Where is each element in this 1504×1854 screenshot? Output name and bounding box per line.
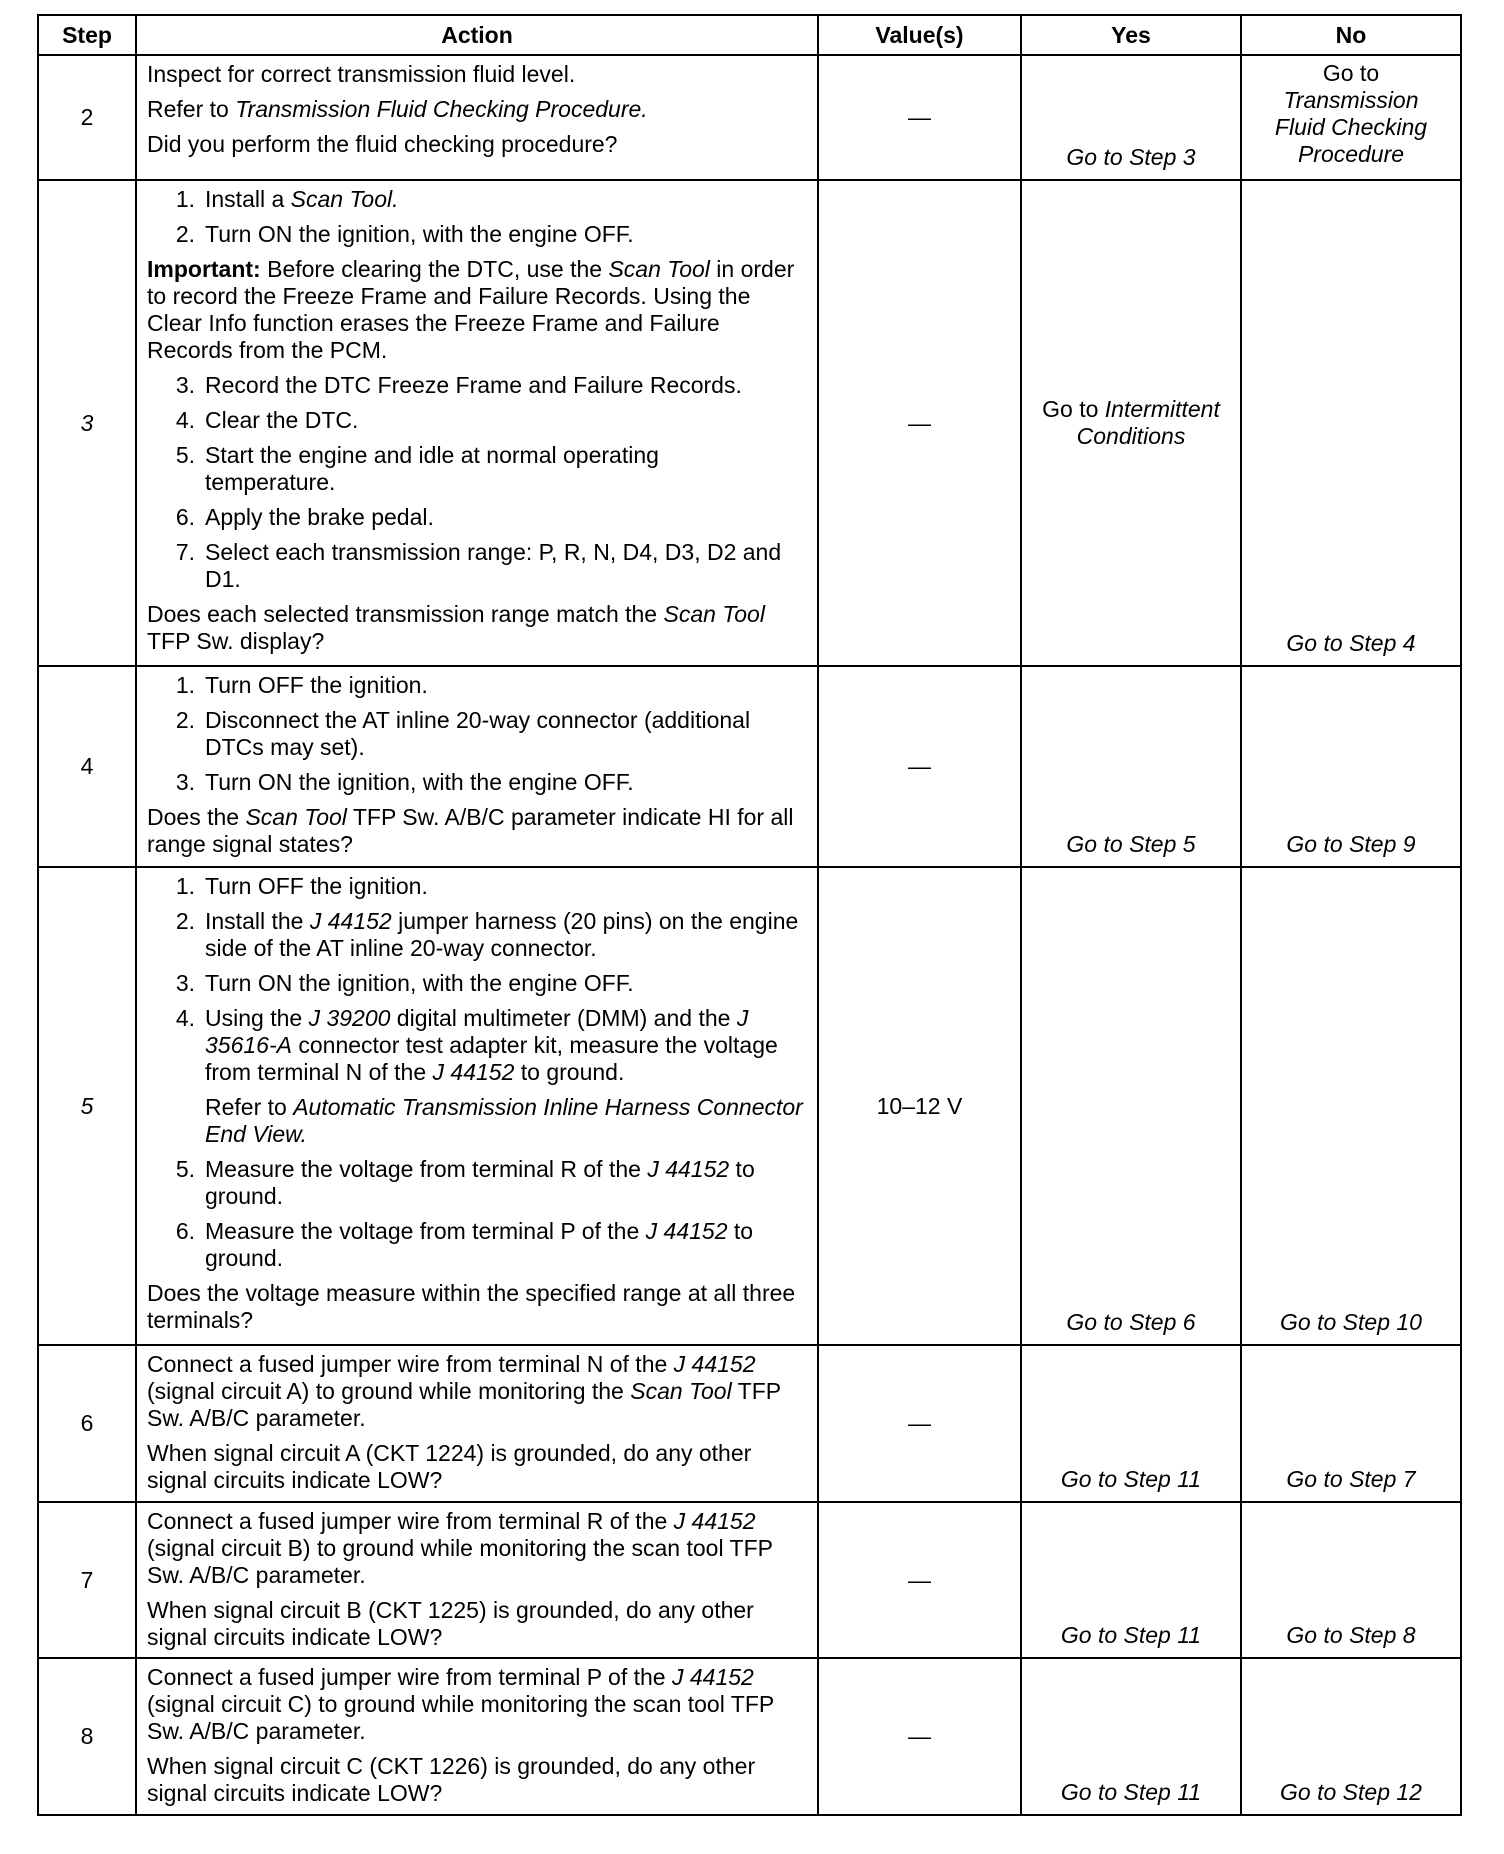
text: Disconnect the AT inline 20-way connector (additional DTCs may set). [205,707,751,760]
text: (signal circuit B) to ground while monitoring the scan tool TFP Sw. A/B/C parameter. [147,1535,773,1588]
list-item [147,1218,809,1272]
text: Turn ON the ignition, with the engine OFF. [205,221,634,247]
action-cell [136,1658,818,1815]
action-cell [136,180,818,666]
header-row [38,15,1461,55]
text: Does the [147,804,246,830]
no-cell [1241,1658,1461,1815]
action-question: Did you perform the fluid checking procedure? [147,131,618,157]
tool-name: J 44152 [309,908,392,934]
tool-name: J 39200 [308,1005,391,1031]
text: Clear the DTC. [205,407,359,433]
action-question [147,804,809,858]
action-cell [136,55,818,180]
tool-name: Scan Tool [608,256,710,282]
tool-name: Scan Tool. [290,186,399,212]
no-cell [1241,180,1461,666]
item-number: 1. [175,873,195,899]
header-yes: Yes [1021,15,1241,55]
yes-link[interactable]: Go to Step 11 [1060,1466,1202,1492]
header-action: Action [136,15,818,55]
text: to ground. [514,1059,625,1085]
tool-name: J 44152 [645,1218,728,1244]
item-number: 6. [175,504,195,530]
action-text: Inspect for correct transmission fluid level. [147,61,576,87]
text: Refer to [205,1094,294,1120]
tool-name: Scan Tool [630,1378,732,1404]
value-cell: — [818,180,1021,666]
step-number: 5 [38,867,136,1345]
item-number: 3. [175,970,195,996]
item-number: 2. [175,221,195,247]
table-row-step-2 [38,55,1461,180]
text: Does each selected transmission range match the [147,601,664,627]
step-number: 7 [38,1502,136,1658]
no-cell [1241,867,1461,1345]
text: Measure the voltage from terminal P of the [205,1218,646,1244]
item-number: 5. [175,1156,195,1182]
step-number: 4 [38,666,136,867]
text: Turn ON the ignition, with the engine OFF. [205,970,634,996]
diagnostic-table [37,14,1462,1816]
yes-cell [1021,1658,1241,1815]
step-number: 3 [38,180,136,666]
text: Go to [1042,396,1105,422]
item-number: 5. [175,442,195,468]
text: TFP Sw. A/B/C parameter indicate HI for all range signal states? [147,804,794,857]
yes-link[interactable]: Go to Step 11 [1060,1622,1202,1648]
procedure-reference[interactable]: Transmission Fluid Checking Procedure. [235,96,648,122]
action-question: When signal circuit B (CKT 1225) is grounded, do any other signal circuits indicate LOW? [147,1597,754,1650]
value-cell: — [818,666,1021,867]
no-cell [1241,55,1461,180]
header-no: No [1241,15,1461,55]
action-text [147,1351,809,1432]
text: Install a [205,186,291,212]
value-cell: 10–12 V [818,867,1021,1345]
table-row-step-5 [38,867,1461,1345]
table-row-step-4 [38,666,1461,867]
tool-name: J 44152 [673,1351,756,1377]
action-text [147,96,809,123]
no-link[interactable] [1242,56,1460,168]
action-question: When signal circuit A (CKT 1224) is grounded, do any other signal circuits indicate LOW? [147,1440,752,1493]
text: TFP Sw. A/B/C parameter. [147,1378,781,1431]
yes-cell [1021,867,1241,1345]
item-number: 1. [175,672,195,698]
no-link[interactable]: Go to Step 4 [1286,630,1416,656]
text: Connect a fused jumper wire from terminal R of the [147,1508,674,1534]
action-cell [136,1345,818,1502]
no-link[interactable]: Go to Step 12 [1280,1779,1422,1805]
no-link[interactable]: Go to Step 9 [1286,831,1416,857]
action-question [147,601,809,655]
text: Install the [205,908,310,934]
step-number: 6 [38,1345,136,1502]
yes-link[interactable]: Go to Step 5 [1066,831,1196,857]
action-cell [136,666,818,867]
list-item [147,707,809,761]
procedure-reference: Intermittent Conditions [1076,396,1220,449]
value-cell: — [818,1658,1021,1815]
text: jumper harness (20 pins) on the engine side of the AT inline 20-way connector. [205,908,799,961]
list-item [147,442,809,496]
item-number: 2. [175,707,195,733]
action-cell [136,867,818,1345]
text: Apply the brake pedal. [205,504,434,530]
text: TFP Sw. display? [147,628,325,654]
item-number: 2. [175,908,195,934]
text: to ground. [205,1218,754,1271]
tool-name: Scan Tool [245,804,347,830]
no-link[interactable]: Go to Step 7 [1286,1466,1416,1492]
text: in order to record the Freeze Frame and Failure Records. Using the Clear Info function erases the Freeze Frame and Failure Records from the PCM. [147,256,795,363]
no-cell [1241,1502,1461,1658]
value-cell: — [818,55,1021,180]
text: Measure the voltage from terminal R of the [205,1156,648,1182]
list-item [147,873,809,900]
no-link[interactable]: Go to Step 8 [1286,1622,1416,1648]
list-item [147,221,809,248]
tool-name: J 35616-A [205,1005,749,1058]
tool-name: Scan Tool [663,601,765,627]
table-row-step-7 [38,1502,1461,1658]
item-number: 7. [175,539,195,565]
procedure-reference[interactable]: Automatic Transmission Inline Harness Connector End View. [205,1094,803,1147]
list-item [147,970,809,997]
text: to ground. [205,1156,755,1209]
list-item [147,539,809,593]
procedure-reference: Transmission Fluid Checking Procedure [1274,87,1428,167]
text: Connect a fused jumper wire from terminal N of the [147,1351,674,1377]
item-number: 4. [175,1005,195,1031]
list-item [147,504,809,531]
list-item [147,908,809,962]
text: (signal circuit A) to ground while monitoring the [147,1378,631,1404]
item-number: 6. [175,1218,195,1244]
yes-link[interactable]: Go to Step 3 [1066,144,1196,170]
item-number: 4. [175,407,195,433]
header-values: Value(s) [818,15,1021,55]
item-number: 3. [175,769,195,795]
action-question: When signal circuit C (CKT 1226) is grounded, do any other signal circuits indicate LOW? [147,1753,756,1806]
text: Select each transmission range: P, R, N, D4, D3, D2 and D1. [205,539,782,592]
text: Refer to [147,96,236,122]
yes-cell [1021,180,1241,666]
text: Using the [205,1005,309,1031]
yes-cell [1021,55,1241,180]
important-note [147,256,809,364]
action-text [147,1664,809,1745]
yes-link[interactable]: Go to Step 6 [1066,1309,1196,1335]
yes-link[interactable]: Go to Step 11 [1060,1779,1202,1805]
table-row-step-8 [38,1658,1461,1815]
text: (signal circuit C) to ground while monitoring the scan tool TFP Sw. A/B/C parameter. [147,1691,774,1744]
text: Connect a fused jumper wire from terminal P of the [147,1664,672,1690]
list-item [147,407,809,434]
step-number: 8 [38,1658,136,1815]
list-item [147,1156,809,1210]
important-label: Important: [147,256,261,282]
action-question: Does the voltage measure within the specified range at all three terminals? [147,1280,796,1333]
yes-cell [1021,666,1241,867]
tool-name: J 44152 [673,1508,756,1534]
no-cell [1241,666,1461,867]
list-item [147,186,809,213]
action-cell [136,1502,818,1658]
table-row-step-6 [38,1345,1461,1502]
value-cell: — [818,1502,1021,1658]
no-link[interactable]: Go to Step 10 [1280,1309,1422,1335]
item-number: 3. [175,372,195,398]
value-cell: — [818,1345,1021,1502]
tool-name: J 44152 [432,1059,515,1085]
text: Before clearing the DTC, use the [260,256,609,282]
header-step: Step [38,15,136,55]
text: Turn ON the ignition, with the engine OFF. [205,769,634,795]
list-item [147,769,809,796]
tool-name: J 44152 [647,1156,730,1182]
text: Turn OFF the ignition. [205,672,428,698]
text: connector test adapter kit, measure the voltage from terminal N of the [205,1032,778,1085]
list-item [147,1005,809,1086]
text: digital multimeter (DMM) and the [390,1005,737,1031]
step-number: 2 [38,55,136,180]
no-cell [1241,1345,1461,1502]
text: Go to [1322,60,1380,86]
yes-cell [1021,1345,1241,1502]
tool-name: J 44152 [671,1664,754,1690]
text: Start the engine and idle at normal operating temperature. [205,442,659,495]
reference-note [147,1094,809,1148]
action-text [147,1508,809,1589]
yes-cell [1021,1502,1241,1658]
text: Record the DTC Freeze Frame and Failure Records. [205,372,742,398]
item-number: 1. [175,186,195,212]
list-item [147,372,809,399]
table-row-step-3 [38,180,1461,666]
yes-link[interactable] [1022,396,1240,450]
text: Turn OFF the ignition. [205,873,428,899]
list-item [147,672,809,699]
